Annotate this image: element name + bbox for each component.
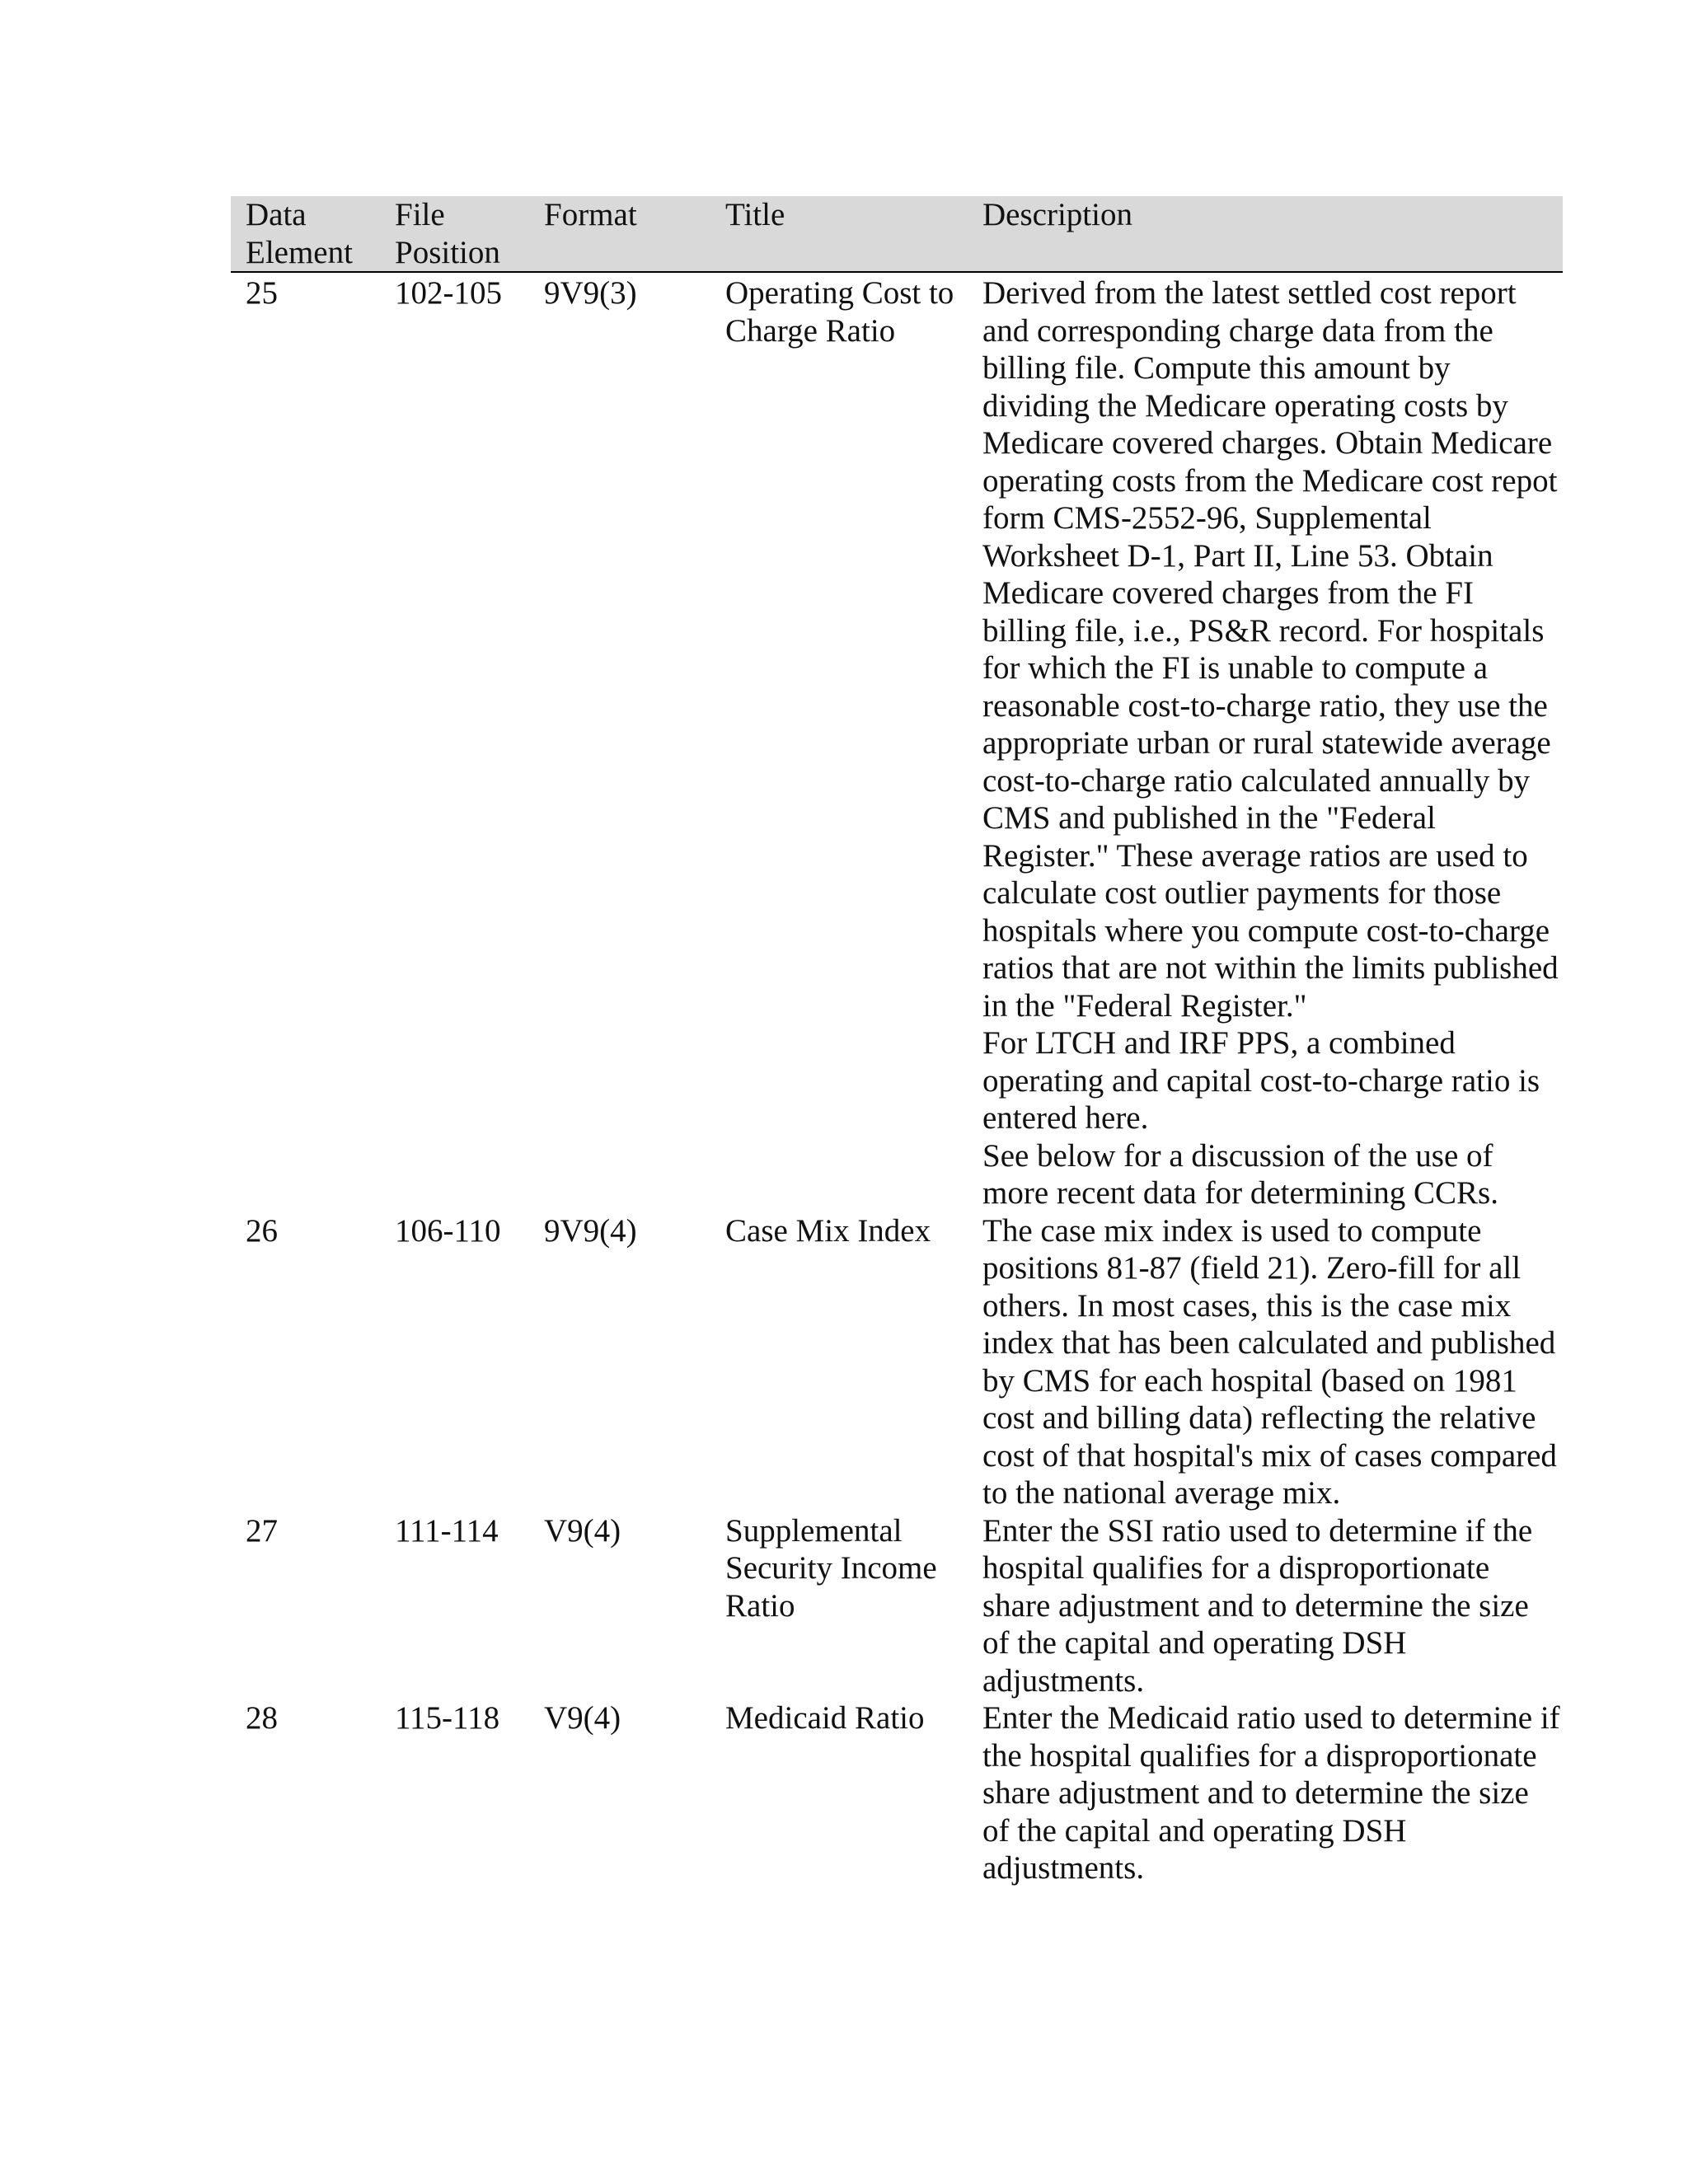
cell-file-position: 106-110 <box>395 1212 501 1249</box>
cell-title: Operating Cost to Charge Ratio <box>725 275 954 349</box>
header-format: Format <box>529 196 710 272</box>
table-row <box>231 1699 1563 1887</box>
cell-data-element: 28 <box>246 1700 278 1736</box>
description-paragraph: The case mix index is used to compute positions 81-87 (field 21). Zero-fill for all others. In most cases, this is the case mix index that has been calculated and published by CMS for each hospital (based on 1981 cost and billing data) reflecting the relative cost of that hospital's mix of cases compared to the national average mix. <box>982 1212 1557 1511</box>
table-header <box>231 196 1563 272</box>
header-title: Title <box>710 196 968 272</box>
cell-format: V9(4) <box>544 1700 621 1736</box>
cell-format: V9(4) <box>544 1512 621 1549</box>
description-paragraph: Enter the Medicaid ratio used to determine if the hospital qualifies for a disproportionate share adjustment and to determine the size of the capital and operating DSH adjustments. <box>982 1700 1560 1886</box>
description-paragraph: Enter the SSI ratio used to determine if the hospital qualifies for a disproportionate share adjustment and to determine the size of the capital and operating DSH adjustments. <box>982 1512 1533 1699</box>
cell-data-element: 27 <box>246 1512 278 1549</box>
cell-description <box>968 1512 1563 1700</box>
cell-title: Medicaid Ratio <box>725 1700 925 1736</box>
header-description: Description <box>968 196 1563 272</box>
cell-data-element: 25 <box>246 275 278 311</box>
cell-title: Case Mix Index <box>725 1212 931 1249</box>
header-data-element: Data Element <box>231 196 380 272</box>
header-row <box>231 196 1563 272</box>
table-row <box>231 1212 1563 1512</box>
cell-file-position: 102-105 <box>395 275 502 311</box>
cell-file-position: 111-114 <box>395 1512 499 1549</box>
cell-file-position: 115-118 <box>395 1700 500 1736</box>
cell-description <box>968 1212 1563 1512</box>
table-row <box>231 1512 1563 1700</box>
cell-format: 9V9(4) <box>544 1212 637 1249</box>
description-paragraph: See below for a discussion of the use of more recent data for determining CCRs. <box>982 1137 1498 1211</box>
table-body <box>231 272 1563 1887</box>
record-layout-table <box>231 196 1563 1887</box>
cell-title: Supplemental Security Income Ratio <box>725 1512 937 1624</box>
cell-description <box>968 272 1563 1212</box>
cell-data-element: 26 <box>246 1212 278 1249</box>
description-paragraph: For LTCH and IRF PPS, a combined operating and capital cost-to-charge ratio is entered here. <box>982 1025 1540 1136</box>
table-row <box>231 272 1563 1212</box>
cell-format: 9V9(3) <box>544 275 637 311</box>
header-file-position: File Position <box>380 196 529 272</box>
cell-description <box>968 1699 1563 1887</box>
description-paragraph: Derived from the latest settled cost report and corresponding charge data from the billing file. Compute this amount by dividing the Medicare operating costs by Medicare covered charges. Obtain Medicare operating costs from the Medicare cost repot form CMS-2552-96, Supplemental Worksheet D-1, Part II, Line 53. Obtain Medicare covered charges from the FI billing file, i.e., PS&R record. For hospitals for which the FI is unable to compute a reasonable cost-to-charge ratio, they use the appropriate urban or rural statewide average cost-to-charge ratio calculated annually by CMS and published in the "Federal Register." These average ratios are used to calculate cost outlier payments for those hospitals where you compute cost-to-charge ratios that are not within the limits published in the "Federal Register." <box>982 275 1559 1024</box>
